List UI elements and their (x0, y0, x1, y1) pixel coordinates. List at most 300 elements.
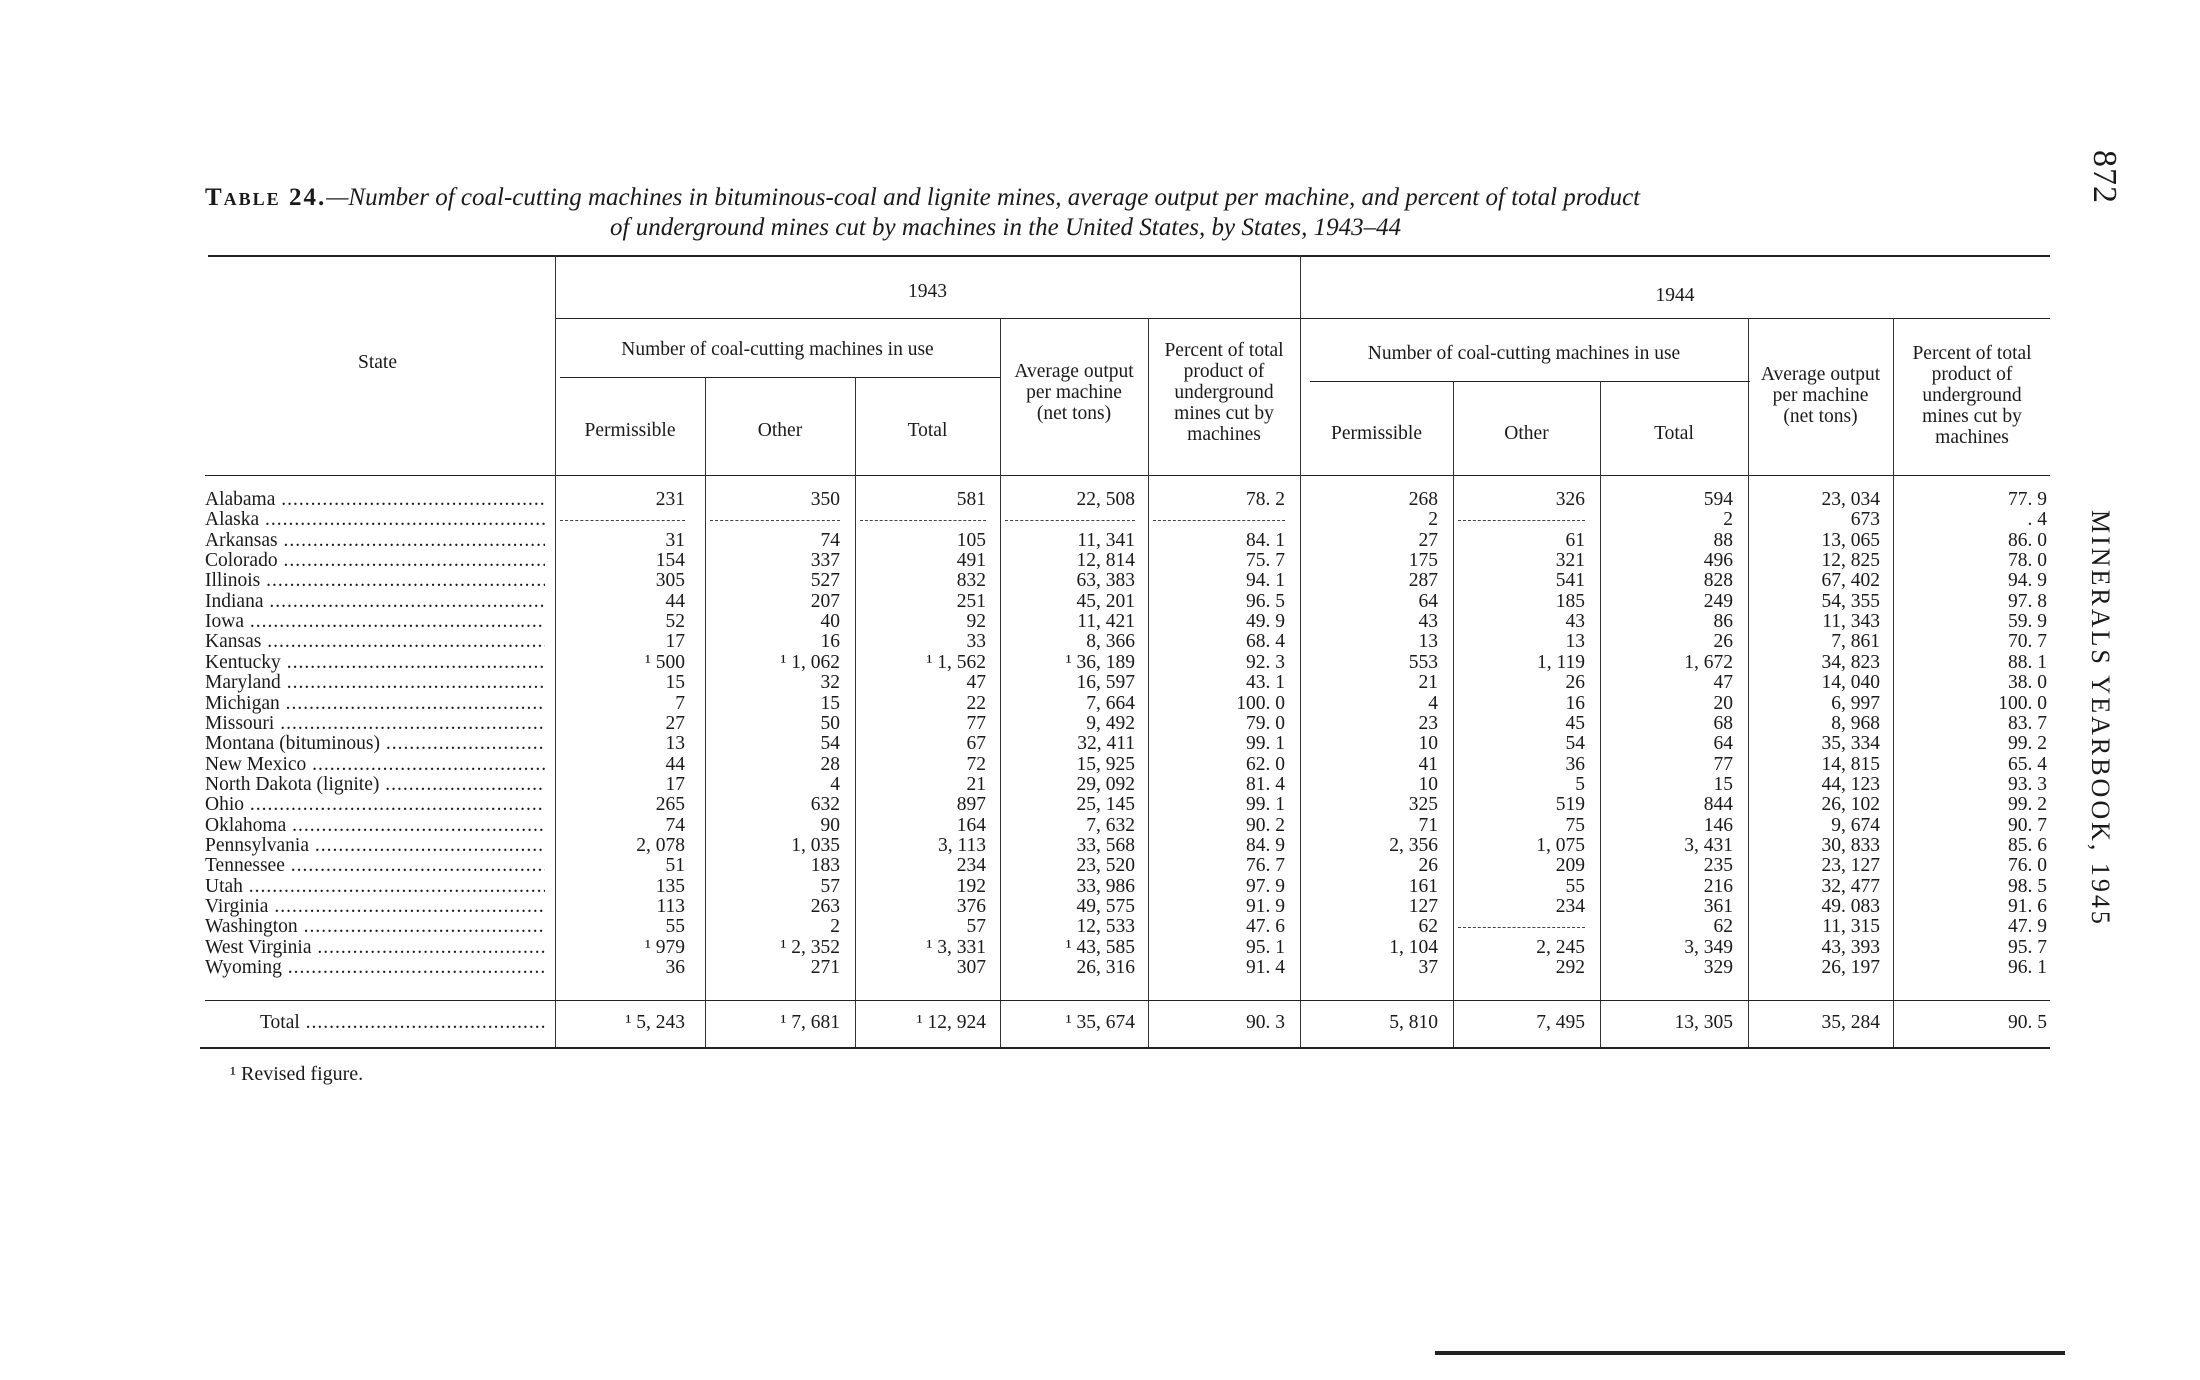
cell-o44: 234 (1555, 896, 1585, 917)
cell-c43: 97. 9 (1246, 875, 1285, 897)
cell-p44: 62 (1418, 916, 1438, 938)
table-row (200, 958, 2050, 978)
cell-o43: 15 (820, 692, 840, 714)
cell-t43: 376 (956, 896, 986, 917)
total-a43: ¹ 35, 674 (1065, 1012, 1135, 1033)
cell-o44: 209 (1555, 855, 1585, 877)
cell-c43: 95. 1 (1246, 936, 1285, 958)
cell-t44: 249 (1703, 590, 1733, 612)
cell-o44: 75 (1565, 814, 1585, 836)
table-row (200, 856, 2050, 876)
cell-p44: 21 (1418, 672, 1438, 694)
state-name: Utah ..... (205, 877, 545, 897)
state-name: Arkansas ..... (205, 531, 545, 551)
cell-t43: 3, 113 (937, 834, 986, 856)
header-machines-1944: Number of coal-cutting machines in use (1367, 343, 1681, 364)
state-name: Kansas ..... (205, 632, 545, 652)
cell-a43: 45, 201 (1076, 590, 1135, 612)
cell-c43: 91. 9 (1246, 896, 1285, 917)
cell-o43: 1, 035 (791, 834, 840, 856)
table-row (200, 917, 2050, 937)
cell-o44: 61 (1565, 529, 1585, 551)
cell-p43: 27 (665, 712, 685, 734)
cell-p43: 135 (655, 875, 685, 897)
cell-p44: 41 (1418, 753, 1438, 775)
cell-c43: 84. 9 (1246, 834, 1285, 856)
table-caption-line1: —Number of coal-cutting machines in bituminous-coal and lignite mines, average output per machine, and percent of total product (326, 184, 1641, 211)
cell-a43: 7, 664 (1086, 692, 1135, 714)
cell-t44: 86 (1713, 611, 1733, 633)
cell-c43: 94. 1 (1246, 570, 1285, 592)
empty-cell-dashes (1005, 520, 1135, 521)
cell-p43: 31 (665, 529, 685, 551)
cell-c44: 97. 8 (2008, 590, 2047, 612)
cell-t44: 235 (1703, 855, 1733, 877)
cell-o44: 36 (1565, 753, 1585, 775)
header-other-1943: Other (757, 420, 803, 441)
cell-c43: 43. 1 (1246, 672, 1285, 694)
table-row (200, 531, 2050, 551)
cell-p44: 553 (1408, 651, 1438, 673)
cell-o43: ¹ 1, 062 (780, 651, 840, 673)
cell-p44: 23 (1418, 712, 1438, 734)
cell-a43: 22, 508 (1076, 489, 1135, 510)
cell-a44: 43, 393 (1821, 936, 1880, 958)
header-percent-1943: Percent of total product of underground mines cut by machines (1164, 340, 1284, 445)
cell-t44: 496 (1703, 550, 1733, 572)
cell-t43: 105 (956, 529, 986, 551)
cell-a44: 26, 197 (1821, 957, 1880, 979)
state-name: Washington ..... (205, 917, 545, 937)
cell-o43: 90 (820, 814, 840, 836)
cell-t43: ¹ 3, 331 (926, 936, 986, 958)
state-name: North Dakota (lignite) ..... (205, 775, 545, 795)
cell-c43: 78. 2 (1246, 489, 1285, 510)
cell-p43: 113 (656, 896, 685, 917)
cell-t44: 2 (1723, 509, 1733, 531)
cell-o43: ¹ 2, 352 (780, 936, 840, 958)
cell-c44: 94. 9 (2008, 570, 2047, 592)
cell-c43: 96. 5 (1246, 590, 1285, 612)
cell-t43: 234 (956, 855, 986, 877)
cell-t43: 47 (966, 672, 986, 694)
cell-c44: 100. 0 (1998, 692, 2047, 714)
cell-t43: 57 (966, 916, 986, 938)
cell-c44: 59. 9 (2008, 611, 2047, 633)
cell-o44: 26 (1565, 672, 1585, 694)
cell-o44: 292 (1555, 957, 1585, 979)
cell-o43: 2 (830, 916, 840, 938)
cell-a44: 12, 825 (1821, 550, 1880, 572)
cell-c43: 47. 6 (1246, 916, 1285, 938)
header-permissible-1943: Permissible (584, 420, 676, 441)
cell-a43: ¹ 43, 585 (1065, 936, 1135, 958)
cell-p43: 154 (655, 550, 685, 572)
cell-a44: 23, 034 (1821, 489, 1880, 510)
cell-p44: 268 (1408, 489, 1438, 510)
cell-p43: 7 (675, 692, 685, 714)
rule-total (205, 1000, 2050, 1001)
cell-o43: 16 (820, 631, 840, 653)
running-head: MINERALS YEARBOOK, 1945 (2086, 510, 2115, 927)
cell-c44: 90. 7 (2008, 814, 2047, 836)
cell-c44: 76. 0 (2008, 855, 2047, 877)
cell-o44: 185 (1555, 590, 1585, 612)
cell-o44: 5 (1575, 773, 1585, 795)
cell-o44: 54 (1565, 733, 1585, 755)
cell-c43: 90. 2 (1246, 814, 1285, 836)
cell-p43: 36 (665, 957, 685, 979)
total-t44: 13, 305 (1674, 1012, 1733, 1033)
cell-p44: 43 (1418, 611, 1438, 633)
cell-a44: 11, 343 (1822, 611, 1880, 633)
state-name: Colorado ..... (205, 551, 545, 571)
cell-c44: 96. 1 (2008, 957, 2047, 979)
cell-o43: 183 (810, 855, 840, 877)
cell-o44: 321 (1555, 550, 1585, 572)
cell-t43: 581 (956, 489, 986, 510)
cell-c43: 99. 1 (1246, 733, 1285, 755)
cell-p44: 26 (1418, 855, 1438, 877)
state-name: Wyoming ..... (205, 958, 545, 978)
cell-c43: 75. 7 (1246, 550, 1285, 572)
footnote: ¹ Revised figure. (230, 1063, 364, 1085)
empty-cell-dashes (710, 520, 840, 521)
cell-t44: 844 (1703, 794, 1733, 816)
cell-c43: 84. 1 (1246, 529, 1285, 551)
cell-t44: 594 (1703, 489, 1733, 510)
table-row (200, 571, 2050, 591)
total-a44: 35, 284 (1821, 1012, 1880, 1033)
empty-cell-dashes (1458, 520, 1585, 521)
cell-t44: 146 (1703, 814, 1733, 836)
cell-c44: 86. 0 (2008, 529, 2047, 551)
bottom-rule (1435, 1351, 2065, 1355)
empty-cell-dashes (560, 520, 685, 521)
table-row (200, 612, 2050, 632)
state-name: Indiana ..... (205, 592, 545, 612)
rule-group-1944 (1310, 381, 1750, 382)
cell-o44: 55 (1565, 875, 1585, 897)
cell-o44: 541 (1555, 570, 1585, 592)
rule-top (208, 255, 2050, 257)
cell-t43: 832 (956, 570, 986, 592)
empty-cell-dashes (1153, 520, 1285, 521)
cell-c43: 79. 0 (1246, 712, 1285, 734)
cell-c43: 49. 9 (1246, 611, 1285, 633)
table-row (200, 632, 2050, 652)
state-name: Tennessee ..... (205, 856, 545, 876)
cell-p44: 27 (1418, 529, 1438, 551)
cell-c43: 100. 0 (1236, 692, 1285, 714)
cell-o43: 54 (820, 733, 840, 755)
cell-o43: 350 (810, 489, 840, 510)
cell-o43: 57 (820, 875, 840, 897)
cell-a43: 33, 986 (1076, 875, 1135, 897)
total-t43: ¹ 12, 924 (916, 1012, 986, 1033)
cell-o43: 28 (820, 753, 840, 775)
header-percent-1944: Percent of total product of underground mines cut by machines (1912, 343, 2032, 448)
cell-p43: 51 (665, 855, 685, 877)
cell-p43: 52 (665, 611, 685, 633)
cell-c44: 83. 7 (2008, 712, 2047, 734)
cell-p43: 17 (665, 631, 685, 653)
empty-cell-dashes (1458, 927, 1585, 928)
state-name: Ohio ..... (205, 795, 545, 815)
cell-c44: 91. 6 (2008, 896, 2047, 917)
cell-p43: 44 (665, 753, 685, 775)
header-year-1943: 1943 (908, 281, 947, 302)
cell-c43: 81. 4 (1246, 773, 1285, 795)
cell-c44: 38. 0 (2008, 672, 2047, 694)
cell-a44: 34, 823 (1821, 651, 1880, 673)
cell-t44: 64 (1713, 733, 1733, 755)
cell-t44: 77 (1713, 753, 1733, 775)
table-row (200, 694, 2050, 714)
cell-c43: 76. 7 (1246, 855, 1285, 877)
cell-c44: 95. 7 (2008, 936, 2047, 958)
empty-cell-dashes (860, 520, 986, 521)
cell-t43: 72 (966, 753, 986, 775)
cell-a44: 13, 065 (1821, 529, 1880, 551)
table-row (200, 938, 2050, 958)
cell-p43: 74 (665, 814, 685, 836)
cell-o43: 40 (820, 611, 840, 633)
cell-a43: 15, 925 (1076, 753, 1135, 775)
cell-t44: 47 (1713, 672, 1733, 694)
table-row (200, 734, 2050, 754)
cell-a44: 44, 123 (1821, 773, 1880, 795)
cell-t43: 21 (966, 773, 986, 795)
table-row (200, 653, 2050, 673)
state-name: Iowa ..... (205, 612, 545, 632)
data-table (200, 255, 2050, 1065)
cell-t44: 88 (1713, 529, 1733, 551)
cell-c44: 99. 2 (2008, 733, 2047, 755)
cell-c43: 91. 4 (1246, 957, 1285, 979)
cell-c44: 47. 9 (2008, 916, 2047, 938)
table-row (200, 795, 2050, 815)
table-caption-line2: of underground mines cut by machines in the United States, by States, 1943–44 (610, 214, 1402, 241)
cell-a44: 14, 815 (1821, 753, 1880, 775)
cell-c43: 68. 4 (1246, 631, 1285, 653)
cell-t44: 3, 349 (1684, 936, 1733, 958)
cell-t43: 22 (966, 692, 986, 714)
cell-t43: ¹ 1, 562 (926, 651, 986, 673)
cell-a43: 11, 341 (1077, 529, 1135, 551)
cell-o44: 1, 075 (1536, 834, 1585, 856)
cell-a44: 30, 833 (1821, 834, 1880, 856)
cell-a43: 12, 814 (1076, 550, 1135, 572)
cell-p43: 55 (665, 916, 685, 938)
cell-o44: 16 (1565, 692, 1585, 714)
cell-p43: ¹ 500 (645, 651, 685, 673)
cell-o44: 43 (1565, 611, 1585, 633)
cell-a43: 33, 568 (1076, 834, 1135, 856)
table-row (200, 551, 2050, 571)
cell-p44: 127 (1408, 896, 1438, 917)
cell-p44: 4 (1428, 692, 1438, 714)
header-other-1944: Other (1504, 423, 1549, 444)
state-name: West Virginia ..... (205, 938, 545, 958)
cell-o43: 207 (810, 590, 840, 612)
state-name: Maryland ..... (205, 673, 545, 693)
cell-c44: 65. 4 (2008, 753, 2047, 775)
state-name: Kentucky ..... (205, 653, 545, 673)
cell-p44: 10 (1418, 733, 1438, 755)
cell-o44: 519 (1555, 794, 1585, 816)
cell-t44: 329 (1703, 957, 1733, 979)
cell-c43: 62. 0 (1246, 753, 1285, 775)
rule-group-1943 (560, 377, 1000, 378)
cell-a43: 25, 145 (1076, 794, 1135, 816)
cell-o43: 50 (820, 712, 840, 734)
cell-t43: 67 (966, 733, 986, 755)
cell-c43: 92. 3 (1246, 651, 1285, 673)
rule-year (555, 318, 2050, 319)
cell-a44: 26, 102 (1821, 794, 1880, 816)
header-year-1944: 1944 (1655, 285, 1695, 306)
cell-t44: 62 (1713, 916, 1733, 938)
table-row (200, 510, 2050, 530)
cell-a43: 16, 597 (1076, 672, 1135, 694)
cell-a43: 9, 492 (1086, 712, 1135, 734)
table-title (205, 183, 2065, 243)
cell-p44: 325 (1408, 794, 1438, 816)
rule-bottom (200, 1047, 2050, 1049)
rule-header-bottom (205, 475, 2050, 476)
cell-p43: 231 (655, 489, 685, 510)
total-label: Total ..... (260, 1013, 545, 1033)
total-p44: 5, 810 (1389, 1012, 1438, 1033)
cell-p44: 161 (1408, 875, 1438, 897)
cell-a43: 32, 411 (1077, 733, 1135, 755)
cell-c44: 99. 2 (2008, 794, 2047, 816)
cell-a44: 8, 968 (1831, 712, 1880, 734)
cell-t43: 92 (966, 611, 986, 633)
cell-c44: 98. 5 (2008, 875, 2047, 897)
table-row (200, 755, 2050, 775)
cell-t43: 307 (956, 957, 986, 979)
cell-p44: 175 (1408, 550, 1438, 572)
cell-p44: 287 (1408, 570, 1438, 592)
cell-a43: 63, 383 (1076, 570, 1135, 592)
cell-t44: 828 (1703, 570, 1733, 592)
table-label: Table 24. (205, 184, 327, 211)
cell-a44: 7, 861 (1831, 631, 1880, 653)
cell-a43: 12, 533 (1076, 916, 1135, 938)
cell-a43: 7, 632 (1086, 814, 1135, 836)
cell-a43: 29, 092 (1076, 773, 1135, 795)
cell-a43: 26, 316 (1076, 957, 1135, 979)
cell-c44: . 4 (2027, 509, 2047, 531)
cell-c44: 85. 6 (2008, 834, 2047, 856)
cell-o43: 632 (810, 794, 840, 816)
cell-o44: 2, 245 (1536, 936, 1585, 958)
cell-t43: 164 (956, 814, 986, 836)
cell-p43: 15 (665, 672, 685, 694)
cell-t44: 26 (1713, 631, 1733, 653)
cell-a44: 6, 997 (1831, 692, 1880, 714)
cell-c44: 88. 1 (2008, 651, 2047, 673)
cell-p43: 305 (655, 570, 685, 592)
state-name: Alabama ..... (205, 490, 545, 510)
cell-a44: 54, 355 (1821, 590, 1880, 612)
cell-c44: 77. 9 (2008, 489, 2047, 510)
cell-a43: ¹ 36, 189 (1065, 651, 1135, 673)
cell-t43: 33 (966, 631, 986, 653)
cell-a44: 35, 334 (1821, 733, 1880, 755)
cell-p43: 17 (665, 773, 685, 795)
cell-t44: 361 (1703, 896, 1733, 917)
cell-p43: 265 (655, 794, 685, 816)
cell-t44: 20 (1713, 692, 1733, 714)
table-row (200, 816, 2050, 836)
table-row (200, 836, 2050, 856)
cell-t44: 1, 672 (1684, 651, 1733, 673)
cell-p44: 2 (1428, 509, 1438, 531)
cell-t44: 15 (1713, 773, 1733, 795)
cell-a43: 49, 575 (1076, 896, 1135, 917)
cell-a44: 49. 083 (1821, 896, 1880, 917)
cell-c44: 93. 3 (2008, 773, 2047, 795)
table-row (200, 673, 2050, 693)
cell-t43: 491 (956, 550, 986, 572)
state-name: Missouri ..... (205, 714, 545, 734)
header-total-1944: Total (1654, 423, 1694, 444)
header-total-1943: Total (907, 420, 948, 441)
cell-p43: 13 (665, 733, 685, 755)
cell-a43: 23, 520 (1076, 855, 1135, 877)
cell-o43: 4 (830, 773, 840, 795)
table-row (200, 592, 2050, 612)
state-name: Oklahoma ..... (205, 816, 545, 836)
cell-p44: 2, 356 (1389, 834, 1438, 856)
header-machines-1943: Number of coal-cutting machines in use (621, 339, 934, 360)
header-avg-output-1943: Average output per machine (net tons) (1014, 361, 1134, 424)
state-name: Virginia ..... (205, 897, 545, 917)
cell-a44: 23, 127 (1821, 855, 1880, 877)
cell-c43: 99. 1 (1246, 794, 1285, 816)
cell-a43: 11, 421 (1077, 611, 1135, 633)
cell-o44: 13 (1565, 631, 1585, 653)
cell-o43: 263 (810, 896, 840, 917)
cell-p43: 44 (665, 590, 685, 612)
table-row (200, 877, 2050, 897)
cell-o44: 1, 119 (1536, 651, 1585, 673)
cell-t43: 251 (956, 590, 986, 612)
cell-p44: 64 (1418, 590, 1438, 612)
total-o44: 7, 495 (1536, 1012, 1585, 1033)
cell-a44: 673 (1850, 509, 1880, 531)
state-name: Illinois ..... (205, 571, 545, 591)
table-row (200, 775, 2050, 795)
cell-a44: 67, 402 (1821, 570, 1880, 592)
cell-o43: 337 (810, 550, 840, 572)
table-row (200, 490, 2050, 510)
cell-p43: ¹ 979 (645, 936, 685, 958)
cell-a43: 8, 366 (1086, 631, 1135, 653)
cell-t43: 192 (956, 875, 986, 897)
header-permissible-1944: Permissible (1331, 423, 1422, 444)
cell-c44: 70. 7 (2008, 631, 2047, 653)
cell-o43: 32 (820, 672, 840, 694)
cell-p43: 2, 078 (636, 834, 685, 856)
cell-o44: 45 (1565, 712, 1585, 734)
total-p43: ¹ 5, 243 (625, 1012, 685, 1033)
cell-o43: 527 (810, 570, 840, 592)
cell-a44: 9, 674 (1831, 814, 1880, 836)
